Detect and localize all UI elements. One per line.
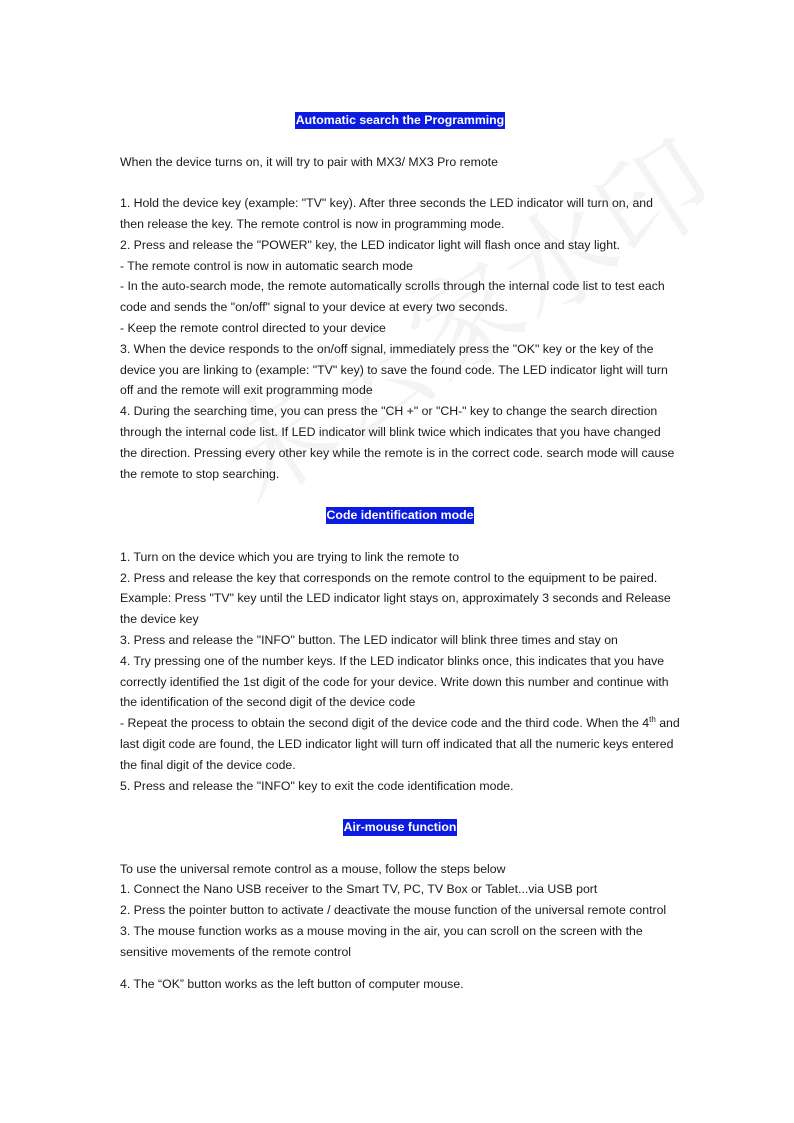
code-id-step-1: 1. Turn on the device which you are trying to link the remote to bbox=[120, 549, 460, 564]
code-id-repeat-note bbox=[120, 713, 680, 775]
auto-search-step-1: 1. Hold the device key (example: "TV" key). After three seconds the LED indicator will turn on, and then release the key. The remote control is now in programming mode. bbox=[120, 196, 653, 231]
code-id-repeat-post: and last digit code are found, the LED indicator light will turn off indicated that all the numeric keys entered the final digit of the device code. bbox=[120, 716, 680, 772]
air-mouse-intro: To use the universal remote control as a mouse, follow the steps below bbox=[120, 861, 506, 876]
code-id-heading-row bbox=[120, 505, 680, 526]
auto-search-heading: Automatic search the Programming bbox=[295, 113, 505, 127]
auto-search-intro: When the device turns on, it will try to pair with MX3/ MX3 Pro remote bbox=[120, 154, 498, 169]
auto-search-step-4: 4. During the searching time, you can press the "CH +" or "CH-" key to change the search direction through the internal code list. If LED indicator will blink twice which indicates that you have changed the direction. Pressing every other key while the remote is in the correct code. search mode will cause the remote to stop searching. bbox=[120, 404, 675, 481]
code-id-heading: Code identification mode bbox=[326, 508, 474, 523]
document-body bbox=[120, 110, 680, 994]
auto-search-note-direct: - Keep the remote control directed to your device bbox=[120, 320, 386, 335]
auto-search-heading-row bbox=[120, 110, 680, 131]
code-id-step-4: 4. Try pressing one of the number keys. If the LED indicator blinks once, this indicates that you have correctly identified the 1st digit of the code for your device. Write down this number and continue with the identification of the second digit of the device code bbox=[120, 653, 669, 710]
air-mouse-heading-row bbox=[120, 817, 680, 838]
auto-search-step-3: 3. When the device responds to the on/off signal, immediately press the "OK" key or the key of the device you are linking to (example: "TV" key) to save the found code. The LED indicator light will turn off and the remote will exit programming mode bbox=[120, 341, 668, 398]
air-mouse-step-3: 3. The mouse function works as a mouse moving in the air, you can scroll on the screen with the sensitive movements of the remote control bbox=[120, 924, 643, 959]
air-mouse-step-4: 4. The “OK” button works as the left button of computer mouse. bbox=[120, 976, 464, 991]
code-id-repeat-pre: - Repeat the process to obtain the second digit of the device code and the third code. When the 4 bbox=[120, 716, 650, 731]
air-mouse-heading: Air-mouse function bbox=[343, 820, 457, 835]
code-id-repeat-sup: th bbox=[649, 715, 656, 725]
auto-search-note-mode: - The remote control is now in automatic search mode bbox=[120, 258, 413, 273]
code-id-step-5: 5. Press and release the "INFO" key to exit the code identification mode. bbox=[120, 778, 514, 793]
auto-search-note-scroll: - In the auto-search mode, the remote automatically scrolls through the internal code list to test each code and sends the "on/off" signal to your device at every two seconds. bbox=[120, 279, 665, 315]
auto-search-step-2: 2. Press and release the "POWER" key, the LED indicator light will flash once and stay light. bbox=[120, 237, 620, 252]
air-mouse-step-2: 2. Press the pointer button to activate / deactivate the mouse function of the universal remote control bbox=[120, 903, 667, 918]
code-id-step-2: 2. Press and release the key that corresponds on the remote control to the equipment to be paired. Example: Press "TV" key until the LED indicator light stays on, approximately 3 seconds and Release the device key bbox=[120, 570, 671, 627]
air-mouse-step-1: 1. Connect the Nano USB receiver to the Smart TV, PC, TV Box or Tablet...via USB port bbox=[120, 882, 598, 897]
code-id-step-3: 3. Press and release the "INFO" button. The LED indicator will blink three times and stay on bbox=[120, 632, 618, 647]
